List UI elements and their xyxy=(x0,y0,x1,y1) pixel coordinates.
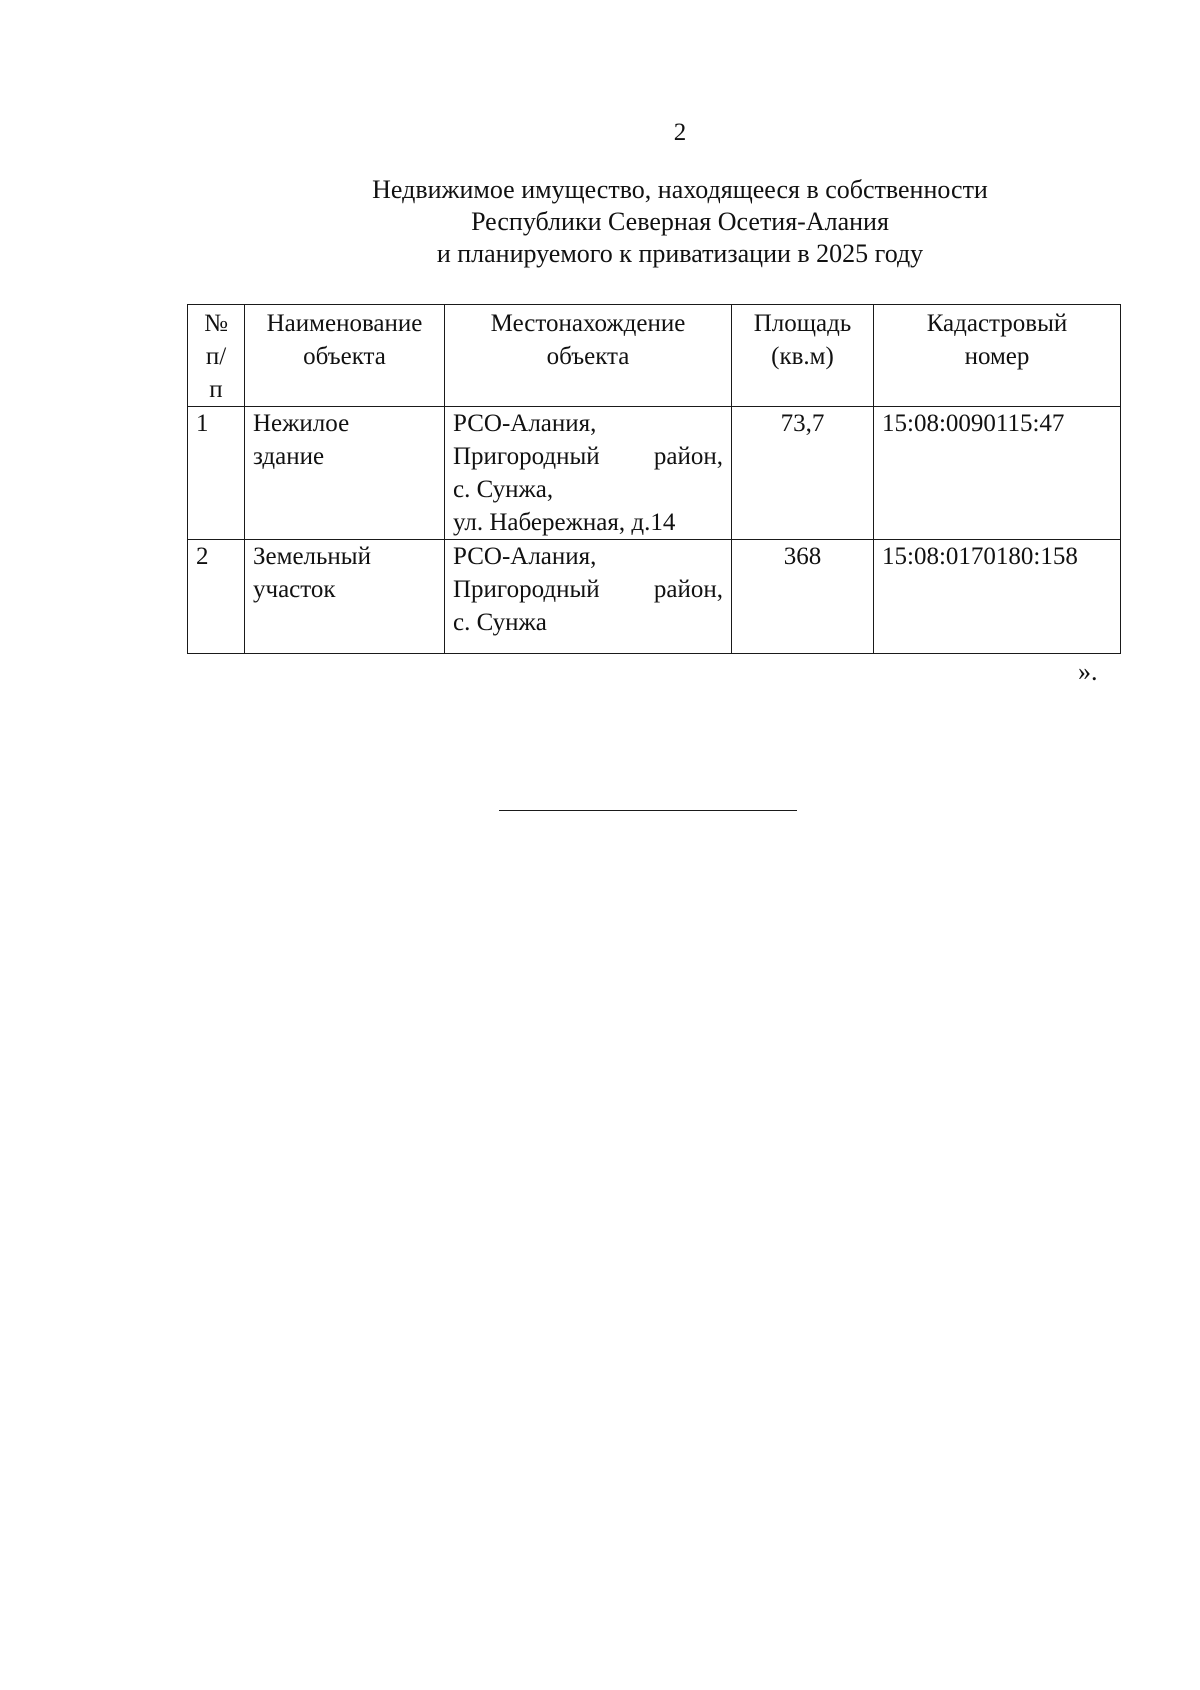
header-number-line: № xyxy=(204,310,228,337)
header-name-line: Наименование xyxy=(266,310,423,337)
header-number-line: п/ xyxy=(205,343,227,370)
location-line: с. Сунжа, xyxy=(453,476,554,503)
header-name xyxy=(245,305,445,407)
header-number xyxy=(188,305,245,407)
table-row xyxy=(188,407,1121,540)
header-area-line: Площадь xyxy=(753,310,852,337)
cadastral-number: 15:08:0090115:47 xyxy=(874,407,1121,540)
header-area xyxy=(732,305,874,407)
title-line-3: и планируемого к приватизации в 2025 году xyxy=(436,239,924,268)
header-location xyxy=(445,305,732,407)
object-name-line: участок xyxy=(253,576,336,603)
header-location-line: объекта xyxy=(546,343,630,370)
closing-quote-mark: ». xyxy=(1078,657,1098,686)
header-name-line: объекта xyxy=(303,343,386,370)
object-name xyxy=(245,540,445,654)
header-number-line: п xyxy=(209,376,223,403)
header-location-line: Местонахождение xyxy=(490,310,686,337)
row-number: 1 xyxy=(188,407,245,540)
object-name xyxy=(245,407,445,540)
object-name-line: Нежилое xyxy=(253,410,350,437)
table-header-row xyxy=(188,305,1121,407)
object-name-line: здание xyxy=(253,443,325,470)
location-line: с. Сунжа xyxy=(453,609,547,636)
location-line: РСО-Алания, xyxy=(453,543,597,570)
row-number: 2 xyxy=(188,540,245,654)
cadastral-number: 15:08:0170180:158 xyxy=(874,540,1121,654)
header-cadastral-line: номер xyxy=(964,343,1030,370)
end-divider xyxy=(499,810,797,811)
object-area: 368 xyxy=(732,540,874,654)
property-table xyxy=(187,304,1121,654)
location-line: Пригородный район, xyxy=(453,576,723,603)
object-location xyxy=(445,540,732,654)
object-location xyxy=(445,407,732,540)
document-title xyxy=(0,174,1200,270)
location-line: Пригородный район, xyxy=(453,443,723,470)
page-number: 2 xyxy=(673,119,687,146)
table-row xyxy=(188,540,1121,654)
location-line: ул. Набережная, д.14 xyxy=(453,509,676,536)
object-name-line: Земельный xyxy=(253,543,371,570)
title-line-1: Недвижимое имущество, находящееся в собственности xyxy=(372,175,988,204)
header-area-line: (кв.м) xyxy=(771,343,834,370)
header-cadastral xyxy=(874,305,1121,407)
title-line-2: Республики Северная Осетия-Алания xyxy=(471,207,889,236)
object-area: 73,7 xyxy=(732,407,874,540)
location-line: РСО-Алания, xyxy=(453,410,597,437)
header-cadastral-line: Кадастровый xyxy=(926,310,1068,337)
